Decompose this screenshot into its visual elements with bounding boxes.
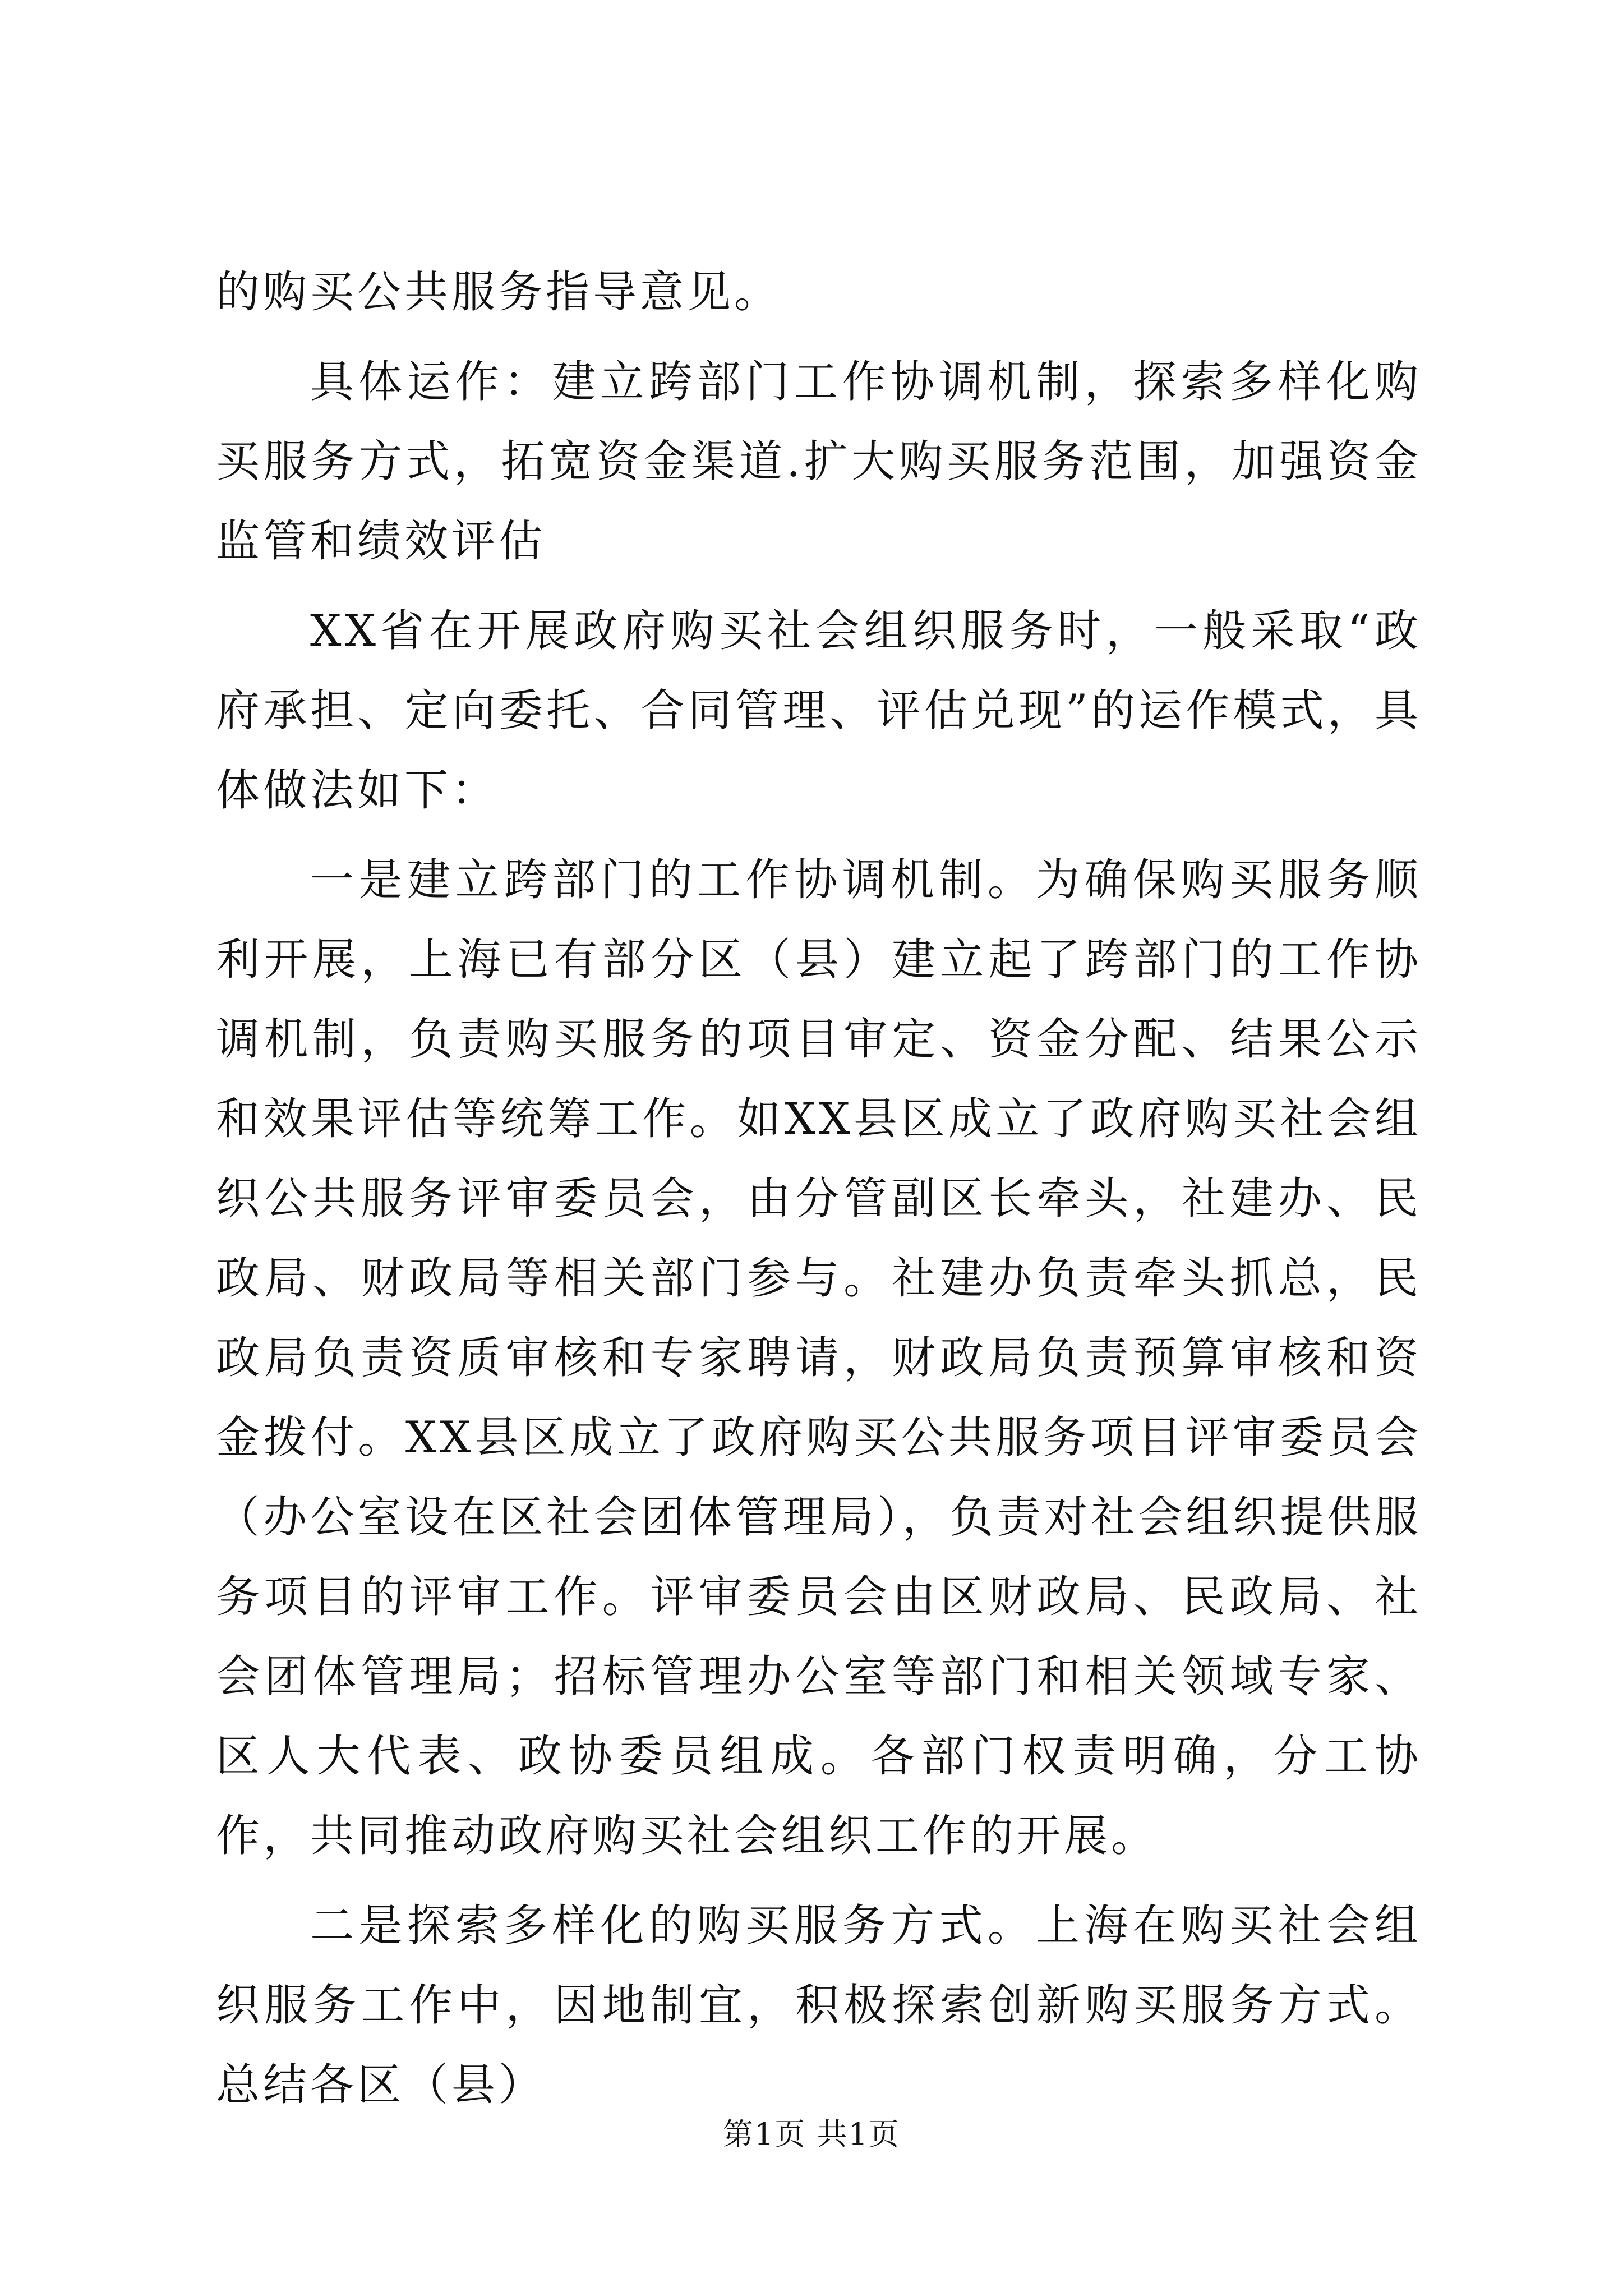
page-footer: 第1页 共1页 (723, 2116, 900, 2152)
paragraph-operation: 具体运作：建立跨部门工作协调机制，探索多样化购买服务方式，拓宽资金渠道.扩大购买服务范围，加强资金监管和绩效评估 (216, 357, 1422, 567)
paragraph-continuation: 的购买公共服务指导意见。 (216, 267, 782, 318)
paragraph-operation-mode: XX省在开展政府购买社会组织服务时，一般采取“政府承担、定向委托、合同管理、评估兑现”的运作模式，具体做法如下： (216, 606, 1422, 816)
paragraph-coordination-mechanism: 一是建立跨部门的工作协调机制。为确保购买服务顺利开展，上海已有部分区（县）建立起了跨部门的工作协调机制，负责购买服务的项目审定、资金分配、结果公示和效果评估等统筹工作。如XX县区成立了政府购买社会组织公共服务评审委员会，由分管副区长牵头，社建办、民政局、财政局等相关部门参与。社建办负责牵头抓总，民政局负责资质审核和专家聘请，财政局负责预算审核和资金拨付。XX县区成立了政府购买公共服务项目评审委员会（办公室设在区社会团体管理局），负责对社会组织提供服务项目的评审工作。评审委员会由区财政局、民政局、社会团体管理局；招标管理办公室等部门和相关领域专家、区人大代表、政协委员组成。各部门权责明确，分工协作，共同推动政府购买社会组织工作的开展。 (216, 855, 1422, 1861)
document-body (216, 252, 1422, 2135)
paragraph-purchase-methods: 二是探索多样化的购买服务方式。上海在购买社会组织服务工作中，因地制宜，积极探索创新购买服务方式。总结各区（县） (216, 1901, 1422, 2110)
